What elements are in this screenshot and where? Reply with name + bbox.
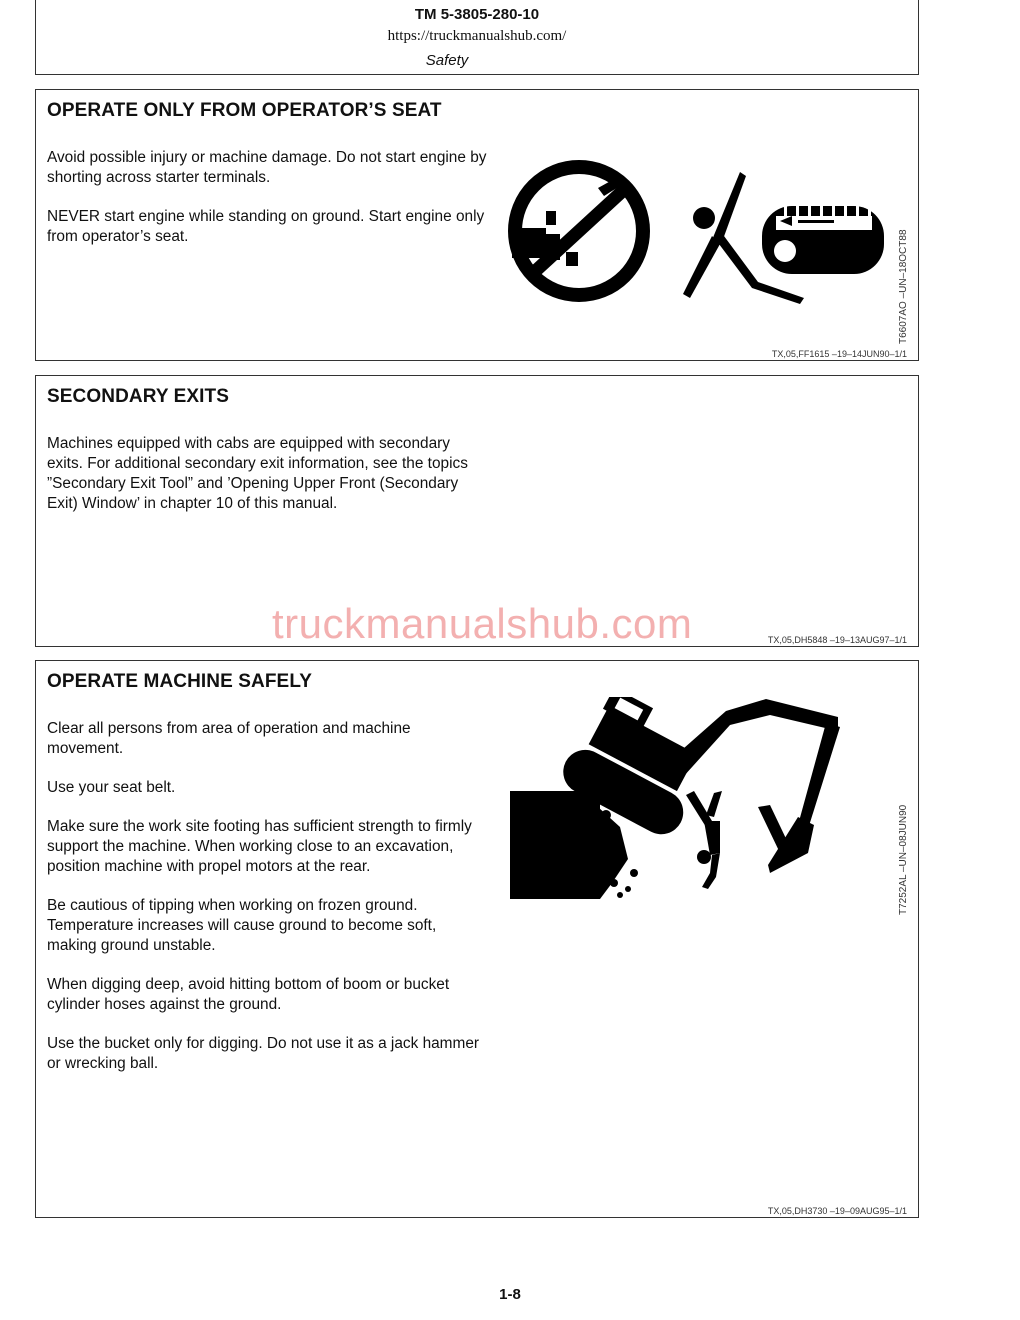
paragraph: Machines equipped with cabs are equipped with secondary exits. For additional secondary exit information, see the topics ”Secondary Exit Tool” and ’Opening Upper Front (Secondary Exit) Window’ in chapter 10 of this manual. — [47, 435, 468, 512]
section-operate-machine-safely — [35, 660, 919, 1218]
section-name-text: Safety — [425, 52, 469, 69]
section-body — [47, 719, 487, 1093]
paragraph: Use the bucket only for digging. Do not use it as a jack hammer or wrecking ball. — [47, 1035, 480, 1072]
tipping-excavator-icon — [508, 697, 848, 903]
section-body — [47, 148, 487, 266]
footer-code: TX,05,DH5848 –19–13AUG97–1/1 — [767, 635, 907, 645]
paragraph: Avoid possible injury or machine damage. Do not start engine by shorting across starter terminals. — [47, 149, 487, 186]
figure-code: T6607AO –UN–18OCT88 — [898, 229, 909, 344]
section-title: OPERATE ONLY FROM OPERATOR’S SEAT — [47, 100, 442, 121]
paragraph: Use your seat belt. — [47, 779, 176, 796]
footer-code: TX,05,FF1615 –19–14JUN90–1/1 — [771, 349, 907, 359]
watermark: truckmanualshub.com — [272, 600, 693, 647]
figure-code: T7252AL –UN–08JUN90 — [898, 804, 909, 915]
person-falling-from-crawler-icon — [680, 166, 890, 306]
section-title: OPERATE MACHINE SAFELY — [47, 671, 313, 692]
no-shorting-starter-icon — [504, 156, 654, 306]
paragraph: Clear all persons from area of operation and machine movement. — [47, 720, 411, 757]
section-title: SECONDARY EXITS — [47, 386, 230, 407]
source-url[interactable]: https://truckmanualshub.com/ — [387, 28, 567, 44]
paragraph: Make sure the work site footing has sufficient strength to firmly support the machine. When working close to an excavation, position machine with propel motors at the rear. — [47, 818, 472, 875]
page-number: 1-8 — [499, 1286, 521, 1303]
section-name — [36, 52, 918, 69]
page-header — [35, 0, 919, 75]
footer-code: TX,05,DH3730 –19–09AUG95–1/1 — [767, 1206, 907, 1216]
section-body — [47, 434, 487, 533]
tm-number: TM 5-3805-280-10 — [414, 6, 540, 23]
paragraph: When digging deep, avoid hitting bottom of boom or bucket cylinder hoses against the ground. — [47, 976, 450, 1013]
section-operate-from-seat — [35, 89, 919, 361]
paragraph: NEVER start engine while standing on ground. Start engine only from operator’s seat. — [47, 208, 485, 245]
paragraph: Be cautious of tipping when working on frozen ground. Temperature increases will cause ground to become soft, making ground unstable. — [47, 897, 437, 954]
